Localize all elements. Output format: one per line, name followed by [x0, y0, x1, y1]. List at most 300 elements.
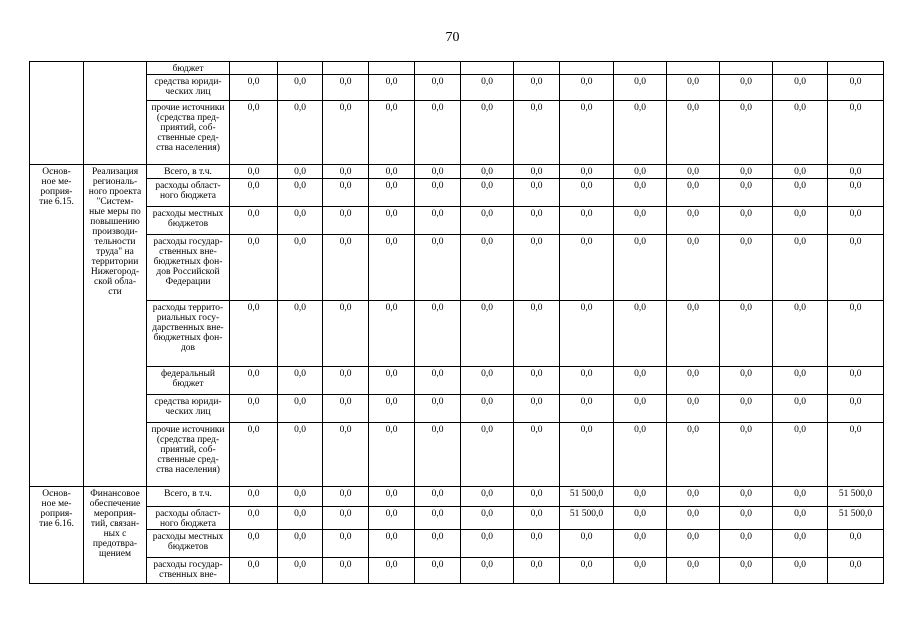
- funding-source: [147, 301, 230, 367]
- table-row: [30, 301, 884, 367]
- funding-source-line: дов Российской: [156, 267, 220, 277]
- value-cell: 0,0: [369, 101, 415, 165]
- table-row: [30, 423, 884, 487]
- measure-description-line: Реализация: [91, 167, 139, 177]
- value-cell: 0,0: [667, 395, 720, 423]
- value-cell: 0,0: [514, 165, 560, 179]
- funding-source-line: прочие источники: [151, 425, 225, 435]
- value-cell: 0,0: [560, 207, 614, 235]
- value-cell: 0,0: [720, 558, 773, 584]
- value-cell: 0,0: [828, 165, 884, 179]
- measure-description-line: щением: [99, 549, 131, 559]
- table-row: [30, 207, 884, 235]
- value-cell: 0,0: [828, 558, 884, 584]
- measure-description-line: тельности: [94, 237, 136, 247]
- value-cell: [278, 62, 323, 75]
- budget-table-body: [30, 62, 884, 584]
- funding-source: [147, 530, 230, 558]
- funding-source-line: бюджет: [172, 379, 204, 389]
- value-cell: 51 500,0: [560, 507, 614, 530]
- measure-description-line: повышению: [90, 217, 140, 227]
- value-cell: 0,0: [230, 507, 278, 530]
- funding-source: [147, 423, 230, 487]
- value-cell: [369, 62, 415, 75]
- funding-source: [147, 487, 230, 507]
- value-cell: 0,0: [720, 235, 773, 301]
- value-cell: 0,0: [230, 530, 278, 558]
- value-cell: 0,0: [323, 207, 369, 235]
- funding-source-line: расходы государ-: [153, 560, 223, 570]
- value-cell: 0,0: [560, 75, 614, 101]
- measure-name-line: роприя-: [40, 509, 73, 519]
- value-cell: 0,0: [514, 101, 560, 165]
- value-cell: 0,0: [614, 235, 667, 301]
- value-cell: 0,0: [323, 101, 369, 165]
- funding-source: [147, 165, 230, 179]
- measure-description-line: сти: [108, 287, 122, 297]
- measure-description-line: предотвра-: [92, 539, 138, 549]
- value-cell: 0,0: [415, 165, 461, 179]
- measure-name-line: ное ме-: [41, 499, 72, 509]
- funding-source-line: ческих лиц: [165, 87, 211, 97]
- value-cell: [323, 62, 369, 75]
- value-cell: 0,0: [461, 507, 514, 530]
- measure-description-line: производи-: [92, 227, 138, 237]
- table-row: [30, 395, 884, 423]
- measure-description: [84, 62, 147, 165]
- value-cell: 0,0: [560, 301, 614, 367]
- value-cell: 0,0: [720, 487, 773, 507]
- value-cell: 0,0: [461, 558, 514, 584]
- value-cell: 0,0: [323, 558, 369, 584]
- value-cell: 0,0: [461, 530, 514, 558]
- value-cell: 0,0: [773, 179, 828, 207]
- table-row: [30, 75, 884, 101]
- value-cell: 0,0: [323, 507, 369, 530]
- value-cell: 0,0: [614, 558, 667, 584]
- value-cell: 0,0: [415, 367, 461, 395]
- funding-source-line: расходы област-: [155, 509, 221, 519]
- value-cell: 0,0: [560, 530, 614, 558]
- value-cell: 0,0: [461, 165, 514, 179]
- value-cell: 0,0: [514, 301, 560, 367]
- value-cell: 51 500,0: [828, 507, 884, 530]
- value-cell: 0,0: [323, 395, 369, 423]
- value-cell: 0,0: [514, 207, 560, 235]
- value-cell: [514, 62, 560, 75]
- value-cell: 0,0: [278, 179, 323, 207]
- value-cell: 0,0: [369, 558, 415, 584]
- value-cell: 0,0: [514, 558, 560, 584]
- value-cell: 0,0: [720, 75, 773, 101]
- value-cell: 0,0: [773, 235, 828, 301]
- table-row: [30, 487, 884, 507]
- value-cell: 0,0: [278, 530, 323, 558]
- measure-name-line: Основ-: [42, 167, 71, 177]
- value-cell: 0,0: [828, 179, 884, 207]
- value-cell: 0,0: [560, 235, 614, 301]
- measure-description-line: "Систем-: [96, 197, 134, 207]
- measure-description-line: ской обла-: [93, 277, 137, 287]
- funding-source-line: прочие источники: [151, 103, 225, 113]
- value-cell: 0,0: [230, 235, 278, 301]
- value-cell: 0,0: [230, 165, 278, 179]
- value-cell: 0,0: [230, 395, 278, 423]
- value-cell: 0,0: [369, 235, 415, 301]
- table-row: [30, 235, 884, 301]
- value-cell: 0,0: [230, 179, 278, 207]
- value-cell: [415, 62, 461, 75]
- value-cell: 0,0: [828, 367, 884, 395]
- funding-source: [147, 367, 230, 395]
- value-cell: 0,0: [278, 423, 323, 487]
- funding-source-line: Всего, в т.ч.: [164, 167, 212, 177]
- funding-source: [147, 558, 230, 584]
- funding-source: [147, 179, 230, 207]
- measure-name-line: тие 6.16.: [39, 519, 74, 529]
- measure-name-line: ное ме-: [41, 177, 72, 187]
- value-cell: 0,0: [230, 301, 278, 367]
- value-cell: 0,0: [667, 179, 720, 207]
- value-cell: 0,0: [415, 301, 461, 367]
- value-cell: 0,0: [230, 367, 278, 395]
- table-row: [30, 179, 884, 207]
- funding-source-line: риальных госу-: [156, 313, 220, 323]
- funding-source-line: расходы местных: [152, 209, 224, 219]
- measure-name: [30, 62, 84, 165]
- funding-source-line: бюджет: [172, 64, 204, 74]
- budget-table: [29, 61, 884, 584]
- funding-source-line: ческих лиц: [165, 407, 211, 417]
- value-cell: 0,0: [514, 395, 560, 423]
- value-cell: 51 500,0: [828, 487, 884, 507]
- funding-source-line: ного бюджета: [159, 519, 217, 529]
- value-cell: 0,0: [461, 75, 514, 101]
- value-cell: 0,0: [514, 487, 560, 507]
- value-cell: 0,0: [369, 487, 415, 507]
- value-cell: 0,0: [667, 207, 720, 235]
- value-cell: 0,0: [230, 558, 278, 584]
- value-cell: 0,0: [369, 423, 415, 487]
- table-row: [30, 530, 884, 558]
- value-cell: 0,0: [230, 423, 278, 487]
- value-cell: 0,0: [614, 395, 667, 423]
- value-cell: 0,0: [773, 507, 828, 530]
- value-cell: 0,0: [614, 301, 667, 367]
- value-cell: 0,0: [720, 507, 773, 530]
- measure-name: [30, 165, 84, 487]
- value-cell: 0,0: [773, 101, 828, 165]
- funding-source-line: расходы местных: [152, 532, 224, 542]
- value-cell: 0,0: [323, 179, 369, 207]
- value-cell: 0,0: [369, 530, 415, 558]
- value-cell: 0,0: [369, 75, 415, 101]
- value-cell: 0,0: [514, 179, 560, 207]
- value-cell: 0,0: [461, 423, 514, 487]
- value-cell: 0,0: [614, 507, 667, 530]
- value-cell: 0,0: [230, 101, 278, 165]
- value-cell: [614, 62, 667, 75]
- funding-source-line: (средства пред-: [156, 435, 220, 445]
- value-cell: 0,0: [278, 367, 323, 395]
- value-cell: 0,0: [720, 179, 773, 207]
- value-cell: 0,0: [720, 165, 773, 179]
- value-cell: 0,0: [667, 558, 720, 584]
- funding-source-line: бюджетных фон-: [153, 257, 223, 267]
- value-cell: 0,0: [461, 235, 514, 301]
- value-cell: 0,0: [560, 101, 614, 165]
- funding-source-line: бюджетных фон-: [153, 333, 223, 343]
- measure-description-line: региональ-: [92, 177, 138, 187]
- funding-source: [147, 235, 230, 301]
- value-cell: 0,0: [773, 395, 828, 423]
- funding-source-line: ного бюджета: [159, 191, 217, 201]
- value-cell: 0,0: [560, 395, 614, 423]
- value-cell: 0,0: [415, 507, 461, 530]
- funding-source-line: средства юриди-: [154, 77, 222, 87]
- value-cell: 0,0: [667, 530, 720, 558]
- value-cell: 0,0: [773, 558, 828, 584]
- value-cell: 0,0: [720, 101, 773, 165]
- measure-description-line: ного проекта: [88, 187, 142, 197]
- value-cell: 0,0: [415, 101, 461, 165]
- measure-description-line: ные меры по: [89, 207, 141, 217]
- value-cell: 0,0: [828, 395, 884, 423]
- value-cell: 0,0: [667, 423, 720, 487]
- value-cell: 0,0: [230, 487, 278, 507]
- value-cell: 0,0: [614, 367, 667, 395]
- value-cell: 0,0: [773, 487, 828, 507]
- value-cell: 0,0: [720, 367, 773, 395]
- measure-description-line: труда" на: [96, 247, 134, 257]
- value-cell: 0,0: [667, 507, 720, 530]
- value-cell: 0,0: [415, 487, 461, 507]
- funding-source-line: приятий, соб-: [160, 123, 216, 133]
- table-row: [30, 62, 884, 75]
- measure-description-line: тий, связан-: [90, 519, 140, 529]
- value-cell: 0,0: [369, 179, 415, 207]
- funding-source: [147, 207, 230, 235]
- funding-source: [147, 62, 230, 75]
- value-cell: 0,0: [415, 530, 461, 558]
- value-cell: 0,0: [514, 423, 560, 487]
- funding-source-line: ственные сред-: [157, 133, 219, 143]
- value-cell: 0,0: [278, 395, 323, 423]
- value-cell: 0,0: [560, 423, 614, 487]
- value-cell: 0,0: [323, 165, 369, 179]
- value-cell: 0,0: [773, 301, 828, 367]
- value-cell: 0,0: [230, 75, 278, 101]
- value-cell: 0,0: [461, 207, 514, 235]
- value-cell: 0,0: [415, 207, 461, 235]
- value-cell: 0,0: [514, 507, 560, 530]
- funding-source: [147, 101, 230, 165]
- value-cell: 0,0: [369, 367, 415, 395]
- funding-source-line: (средства пред-: [156, 113, 220, 123]
- value-cell: 0,0: [461, 301, 514, 367]
- value-cell: 0,0: [773, 530, 828, 558]
- value-cell: 0,0: [323, 423, 369, 487]
- value-cell: 0,0: [461, 395, 514, 423]
- table-row: [30, 101, 884, 165]
- value-cell: 0,0: [560, 558, 614, 584]
- value-cell: 0,0: [560, 179, 614, 207]
- value-cell: 0,0: [514, 530, 560, 558]
- value-cell: 0,0: [461, 367, 514, 395]
- value-cell: 0,0: [828, 75, 884, 101]
- funding-source-line: дов: [180, 343, 196, 353]
- funding-source: [147, 75, 230, 101]
- value-cell: 0,0: [415, 179, 461, 207]
- funding-source-line: приятий, соб-: [160, 445, 216, 455]
- value-cell: 0,0: [720, 301, 773, 367]
- value-cell: 0,0: [278, 165, 323, 179]
- value-cell: [230, 62, 278, 75]
- value-cell: [667, 62, 720, 75]
- table-row: [30, 507, 884, 530]
- value-cell: 0,0: [667, 165, 720, 179]
- value-cell: 0,0: [415, 75, 461, 101]
- value-cell: 0,0: [415, 235, 461, 301]
- value-cell: 0,0: [278, 75, 323, 101]
- value-cell: [828, 62, 884, 75]
- funding-source-line: ственных вне-: [159, 247, 217, 257]
- value-cell: 0,0: [614, 207, 667, 235]
- value-cell: 0,0: [230, 207, 278, 235]
- measure-description-line: Финансовое: [90, 489, 140, 499]
- value-cell: 0,0: [323, 530, 369, 558]
- value-cell: 0,0: [773, 423, 828, 487]
- measure-description: [84, 165, 147, 487]
- page-number: 70: [445, 30, 460, 45]
- value-cell: 0,0: [667, 101, 720, 165]
- value-cell: 0,0: [369, 301, 415, 367]
- value-cell: 0,0: [278, 487, 323, 507]
- value-cell: [461, 62, 514, 75]
- value-cell: 0,0: [614, 165, 667, 179]
- value-cell: 0,0: [323, 487, 369, 507]
- value-cell: 51 500,0: [560, 487, 614, 507]
- funding-source-line: дарственных вне-: [152, 323, 224, 333]
- funding-source-line: ства населения): [156, 465, 220, 475]
- value-cell: 0,0: [720, 423, 773, 487]
- value-cell: 0,0: [667, 301, 720, 367]
- value-cell: 0,0: [278, 207, 323, 235]
- table-row: [30, 367, 884, 395]
- value-cell: 0,0: [614, 75, 667, 101]
- value-cell: 0,0: [667, 367, 720, 395]
- measure-description-line: обеспечение: [89, 499, 141, 509]
- table-row: [30, 165, 884, 179]
- value-cell: 0,0: [514, 75, 560, 101]
- funding-source-line: ства населения): [156, 143, 220, 153]
- value-cell: 0,0: [415, 558, 461, 584]
- value-cell: 0,0: [773, 207, 828, 235]
- measure-name-line: Основ-: [42, 489, 71, 499]
- table-row: [30, 558, 884, 584]
- measure-name-line: тие 6.15.: [39, 197, 74, 207]
- value-cell: [560, 62, 614, 75]
- measure-name: [30, 487, 84, 584]
- funding-source-line: ственные сред-: [157, 455, 219, 465]
- value-cell: 0,0: [560, 367, 614, 395]
- value-cell: 0,0: [773, 367, 828, 395]
- value-cell: 0,0: [560, 165, 614, 179]
- value-cell: 0,0: [415, 423, 461, 487]
- funding-source-line: ственных вне-: [159, 570, 217, 580]
- value-cell: 0,0: [667, 487, 720, 507]
- measure-name-line: роприя-: [40, 187, 73, 197]
- value-cell: 0,0: [278, 301, 323, 367]
- measure-description: [84, 487, 147, 584]
- value-cell: 0,0: [828, 423, 884, 487]
- measure-description-line: мероприя-: [93, 509, 137, 519]
- value-cell: 0,0: [614, 423, 667, 487]
- value-cell: 0,0: [614, 101, 667, 165]
- value-cell: 0,0: [415, 395, 461, 423]
- value-cell: 0,0: [828, 235, 884, 301]
- value-cell: 0,0: [828, 301, 884, 367]
- value-cell: 0,0: [773, 75, 828, 101]
- value-cell: 0,0: [323, 301, 369, 367]
- funding-source-line: бюджетов: [167, 219, 209, 229]
- value-cell: 0,0: [278, 101, 323, 165]
- value-cell: 0,0: [278, 558, 323, 584]
- value-cell: 0,0: [614, 487, 667, 507]
- value-cell: 0,0: [614, 179, 667, 207]
- value-cell: [773, 62, 828, 75]
- value-cell: 0,0: [323, 235, 369, 301]
- funding-source: [147, 507, 230, 530]
- funding-source-line: бюджетов: [167, 542, 209, 552]
- funding-source-line: расходы государ-: [153, 237, 223, 247]
- value-cell: 0,0: [461, 179, 514, 207]
- funding-source-line: Федерации: [165, 277, 211, 287]
- value-cell: 0,0: [667, 75, 720, 101]
- value-cell: 0,0: [828, 207, 884, 235]
- value-cell: 0,0: [720, 207, 773, 235]
- value-cell: 0,0: [667, 235, 720, 301]
- value-cell: [720, 62, 773, 75]
- value-cell: 0,0: [614, 530, 667, 558]
- funding-source-line: расходы област-: [155, 181, 221, 191]
- funding-source-line: расходы террито-: [152, 303, 224, 313]
- value-cell: 0,0: [720, 395, 773, 423]
- funding-source: [147, 395, 230, 423]
- value-cell: 0,0: [369, 507, 415, 530]
- measure-description-line: Нижегород-: [90, 267, 140, 277]
- value-cell: 0,0: [369, 207, 415, 235]
- value-cell: 0,0: [773, 165, 828, 179]
- value-cell: 0,0: [461, 487, 514, 507]
- value-cell: 0,0: [720, 530, 773, 558]
- value-cell: 0,0: [828, 530, 884, 558]
- value-cell: 0,0: [514, 367, 560, 395]
- funding-source-line: Всего, в т.ч.: [164, 489, 212, 499]
- funding-source-line: средства юриди-: [154, 397, 222, 407]
- value-cell: 0,0: [278, 507, 323, 530]
- measure-description-line: ных с: [103, 529, 127, 539]
- value-cell: 0,0: [278, 235, 323, 301]
- value-cell: 0,0: [323, 75, 369, 101]
- measure-description-line: территории: [91, 257, 139, 267]
- value-cell: 0,0: [828, 101, 884, 165]
- value-cell: 0,0: [323, 367, 369, 395]
- value-cell: 0,0: [461, 101, 514, 165]
- value-cell: 0,0: [369, 165, 415, 179]
- value-cell: 0,0: [369, 395, 415, 423]
- funding-source-line: федеральный: [161, 369, 215, 379]
